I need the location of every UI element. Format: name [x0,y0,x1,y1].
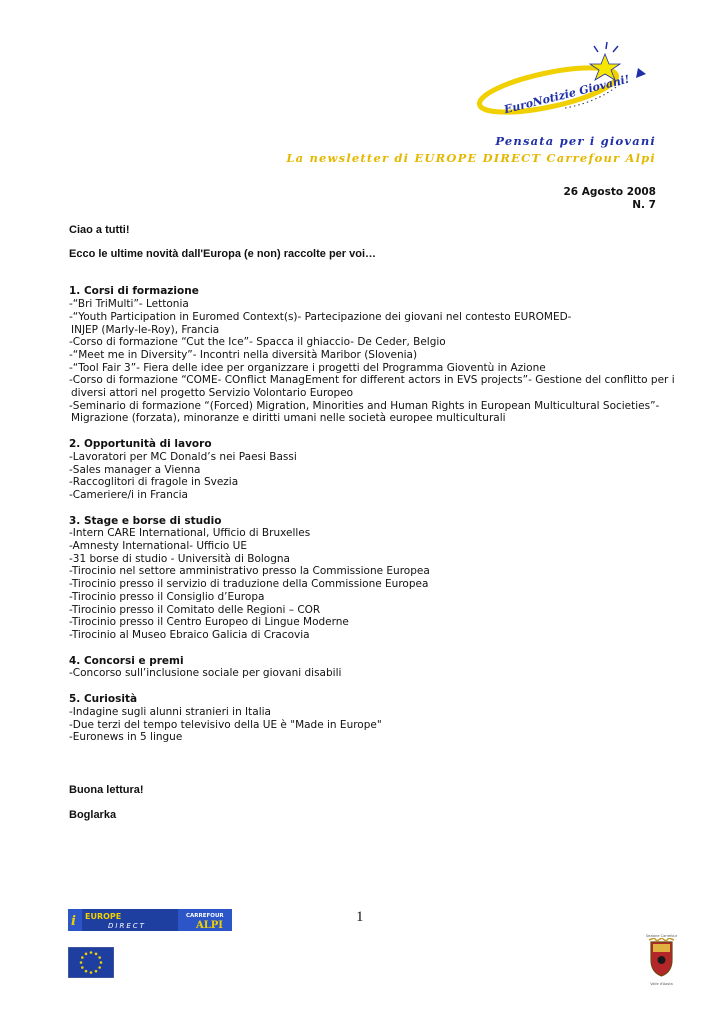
eu-star [81,956,84,959]
crest-caption-top: Sezione Carrefour [645,934,678,938]
section-title: 3. Stage e borse di studio [69,514,222,527]
list-item[interactable]: -“Meet me in Diversity”- Incontri nella diversità Maribor (Slovenia) [69,348,418,361]
eu-star [80,961,83,964]
list-item-continuation[interactable]: INJEP (Marly-le-Roy), Francia [71,323,220,336]
section-lavoro [69,438,659,502]
list-item[interactable]: -“Bri TriMulti”- Lettonia [69,298,189,311]
eu-star [90,971,93,974]
section-title: 1. Corsi di formazione [69,285,199,298]
list-item[interactable]: -“Tool Fair 3”- Fiera delle idee per organizzare i progetti del Programma Gioventù in Azione [69,361,546,374]
list-item[interactable]: -Tirocinio presso il Consiglio d’Europa [69,590,265,603]
eu-flag-icon [68,947,114,978]
list-item[interactable]: -Raccoglitori di fragole in Svezia [69,476,239,489]
logo-text: EuroNotizie Giovani! [502,72,631,117]
issue-info [564,186,657,212]
eu-star [81,966,84,969]
issue-number: N. 7 [632,199,656,211]
issue-date: 26 Agosto 2008 [563,186,656,198]
crest-caption-bottom: Valle d'Aosta [650,982,673,986]
banner-carrefour: CARREFOUR [186,913,224,919]
section-corsi [69,285,675,425]
greeting: Ciao a tutti! [69,224,130,236]
closing: Buona lettura! [69,783,144,796]
list-item-continuation[interactable]: diversi attori nel progetto Servizio Volontario Europeo [71,387,354,400]
list-item[interactable]: -Corso di formazione “Cut the Ice”- Spacca il ghiaccio- De Ceder, Belgio [69,336,446,349]
list-item[interactable]: -Indagine sugli alunni stranieri in Italia [69,705,271,718]
list-item[interactable]: -Seminario di formazione “(Forced) Migration, Minorities and Human Rights in European Multicultural Societies”- [69,399,660,412]
signature: Boglarka [69,808,117,821]
europe-direct-banner [68,909,232,931]
intro: Ecco le ultime novità dall'Europa (e non) raccolte per voi… [69,247,377,260]
section-title: 2. Opportunità di lavoro [69,438,212,451]
list-item[interactable]: -Tirocinio presso il Comitato delle Regioni – COR [69,603,321,616]
list-item[interactable]: -Tirocinio presso il Centro Europeo di Lingue Moderne [69,616,349,629]
list-item[interactable]: -Concorso sull’inclusione sociale per giovani disabili [69,667,342,680]
tagline-secondary: La newsletter di EUROPE DIRECT Carrefour Alpi [286,151,656,165]
eu-star [85,953,88,956]
list-item-continuation[interactable]: Migrazione (forzata), minoranze e diritti umani nelle società europee multiculturali [71,412,506,425]
list-item[interactable]: -Tirocinio presso il servizio di traduzione della Commissione Europea [69,578,429,591]
list-item[interactable]: -Tirocinio al Museo Ebraico Galicia di Cracovia [69,628,310,641]
eu-star [85,970,88,973]
list-item[interactable]: -31 borse di studio - Università di Bologna [69,552,290,565]
list-item[interactable]: -Euronews in 5 lingue [69,731,183,744]
newsletter-body [69,224,675,821]
list-item[interactable]: -Amnesty International- Ufficio UE [69,540,247,553]
list-item[interactable]: -Due terzi del tempo televisivo della UE è "Made in Europe" [69,718,382,731]
crest-icon [619,938,704,978]
section-title: 5. Curiosità [69,693,138,706]
banner-europe: EUROPE [85,912,122,921]
info-i-icon: i [71,914,76,929]
tagline-primary: Pensata per i giovani [495,134,656,148]
banner-direct: DIRECT [108,922,146,930]
list-item[interactable]: -Sales manager a Vienna [69,463,201,476]
section-concorsi [69,655,659,680]
list-item[interactable]: -“Youth Participation in Euromed Context(s)- Partecipazione dei giovani nel contesto EUROMED- [69,310,572,323]
eu-star [98,956,101,959]
list-item[interactable]: -Intern CARE International, Ufficio di Bruxelles [69,527,311,540]
euronotizie-logo [470,40,655,120]
eu-star [90,951,93,954]
page-number: 1 [356,909,364,925]
list-item[interactable]: -Lavoratori per MC Donald’s nei Paesi Bassi [69,450,297,463]
section-title: 4. Concorsi e premi [69,654,184,667]
list-item[interactable]: -Cameriere/i in Francia [69,488,188,501]
eu-star [98,966,101,969]
eu-star [95,970,98,973]
eu-star [100,961,103,964]
crest-block [619,912,704,1012]
list-item[interactable]: -Tirocinio nel settore amministrativo presso la Commissione Europea [69,565,430,578]
banner-alpi: ALPI [196,920,223,931]
section-stage [69,515,659,642]
section-curiosita [69,693,659,744]
eu-star [95,953,98,956]
list-item[interactable]: -Corso di formazione “COME- COnflict ManagEment for different actors in EVS projects”- Gestione del conflitto per i [69,374,675,387]
